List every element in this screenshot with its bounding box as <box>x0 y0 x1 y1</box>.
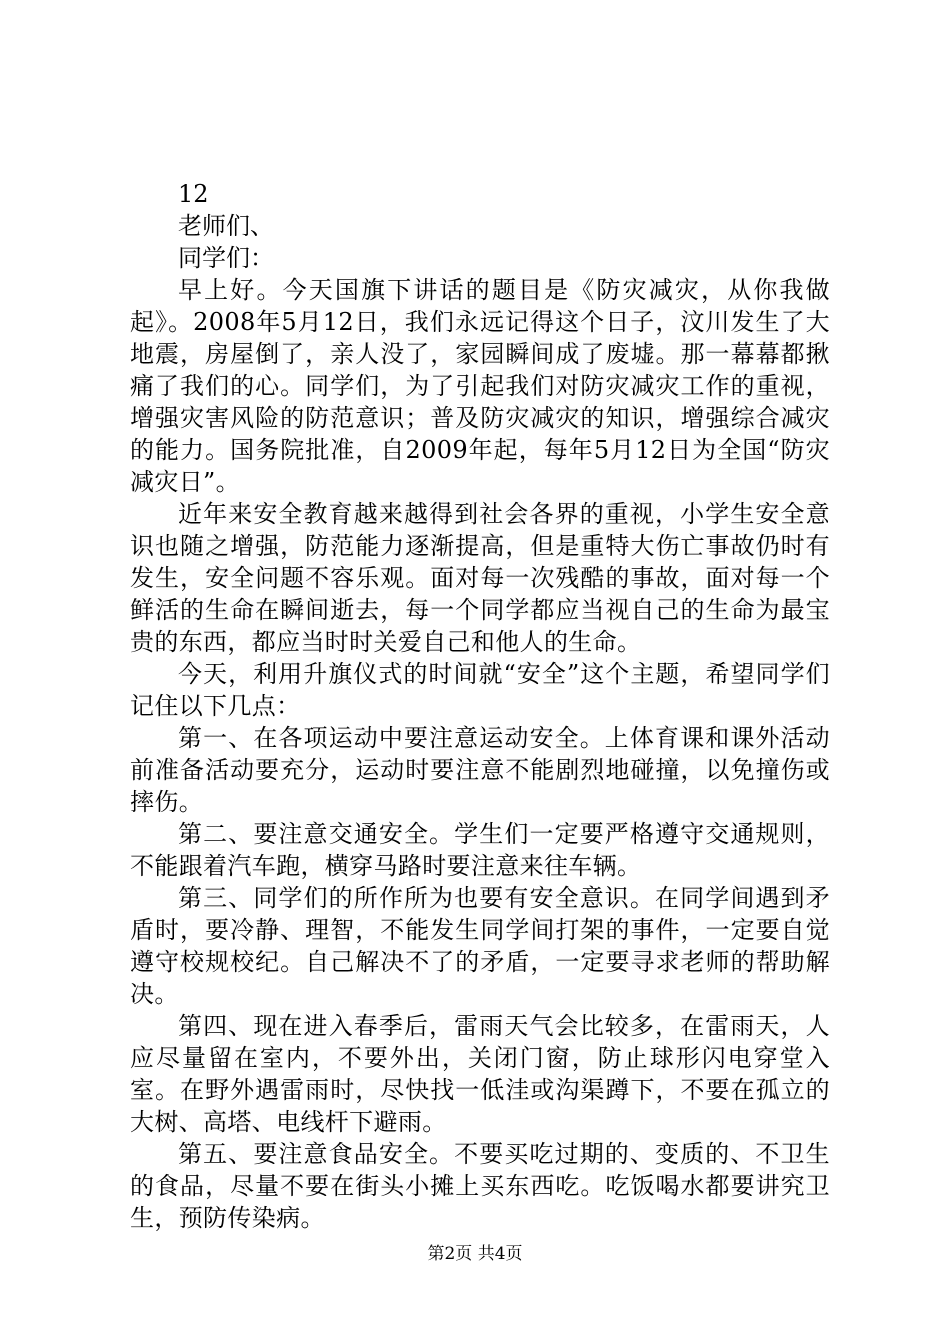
paragraph-point-1: 第一、在各项运动中要注意运动安全。上体育课和课外活动前准备活动要充分，运动时要注意不能剧烈地碰撞，以免撞伤或摔伤。 <box>130 724 830 816</box>
salutation-teachers: 老师们、 <box>178 212 274 240</box>
paragraph-greeting: 早上好。今天国旗下讲话的题目是《防灾减灾，从你我做起》。2008年5月12日，我们永远记得这个日子，汶川发生了大地震，房屋倒了，亲人没了，家园瞬间成了废墟。那一幕幕都揪痛了我们的心。同学们，为了引起我们对防灾减灾工作的重视，增强灾害风险的防范意识；普及防灾减灾的知识，增强综合减灾的能力。国务院批准，自2009年起，每年5月12日为全国“防灾减灾日”。 <box>130 276 830 496</box>
paragraph-flag-ceremony: 今天，利用升旗仪式的时间就“安全”这个主题，希望同学们记住以下几点： <box>130 660 830 720</box>
document-body <box>130 178 830 1234</box>
paragraph-point-4: 第四、现在进入春季后，雷雨天气会比较多，在雷雨天，人应尽量留在室内，不要外出，关闭门窗，防止球形闪电穿堂入室。在野外遇雷雨时，尽快找一低洼或沟渠蹲下，不要在孤立的大树、高塔、电线杆下避雨。 <box>130 1012 830 1136</box>
paragraph-point-3: 第三、同学们的所作所为也要有安全意识。在同学间遇到矛盾时，要冷静、理智，不能发生同学间打架的事件，一定要自觉遵守校规校纪。自己解决不了的矛盾，一定要寻求老师的帮助解决。 <box>130 884 830 1008</box>
paragraph-point-5: 第五、要注意食品安全。不要买吃过期的、变质的、不卫生的食品，尽量不要在街头小摊上买东西吃。吃饭喝水都要讲究卫生，预防传染病。 <box>130 1140 830 1232</box>
salutation-students: 同学们： <box>178 244 274 272</box>
page-footer: 第2页 共4页 <box>427 1244 523 1264</box>
paragraph-point-2: 第二、要注意交通安全。学生们一定要严格遵守交通规则，不能跟着汽车跑，横穿马路时要注意来往车辆。 <box>130 820 830 880</box>
heading-number: 12 <box>178 180 209 208</box>
paragraph-safety-education: 近年来安全教育越来越得到社会各界的重视，小学生安全意识也随之增强，防范能力逐渐提高，但是重特大伤亡事故仍时有发生，安全问题不容乐观。面对每一次残酷的事故，面对每一个鲜活的生命在瞬间逝去，每一个同学都应当视自己的生命为最宝贵的东西，都应当时时关爱自己和他人的生命。 <box>130 500 830 656</box>
